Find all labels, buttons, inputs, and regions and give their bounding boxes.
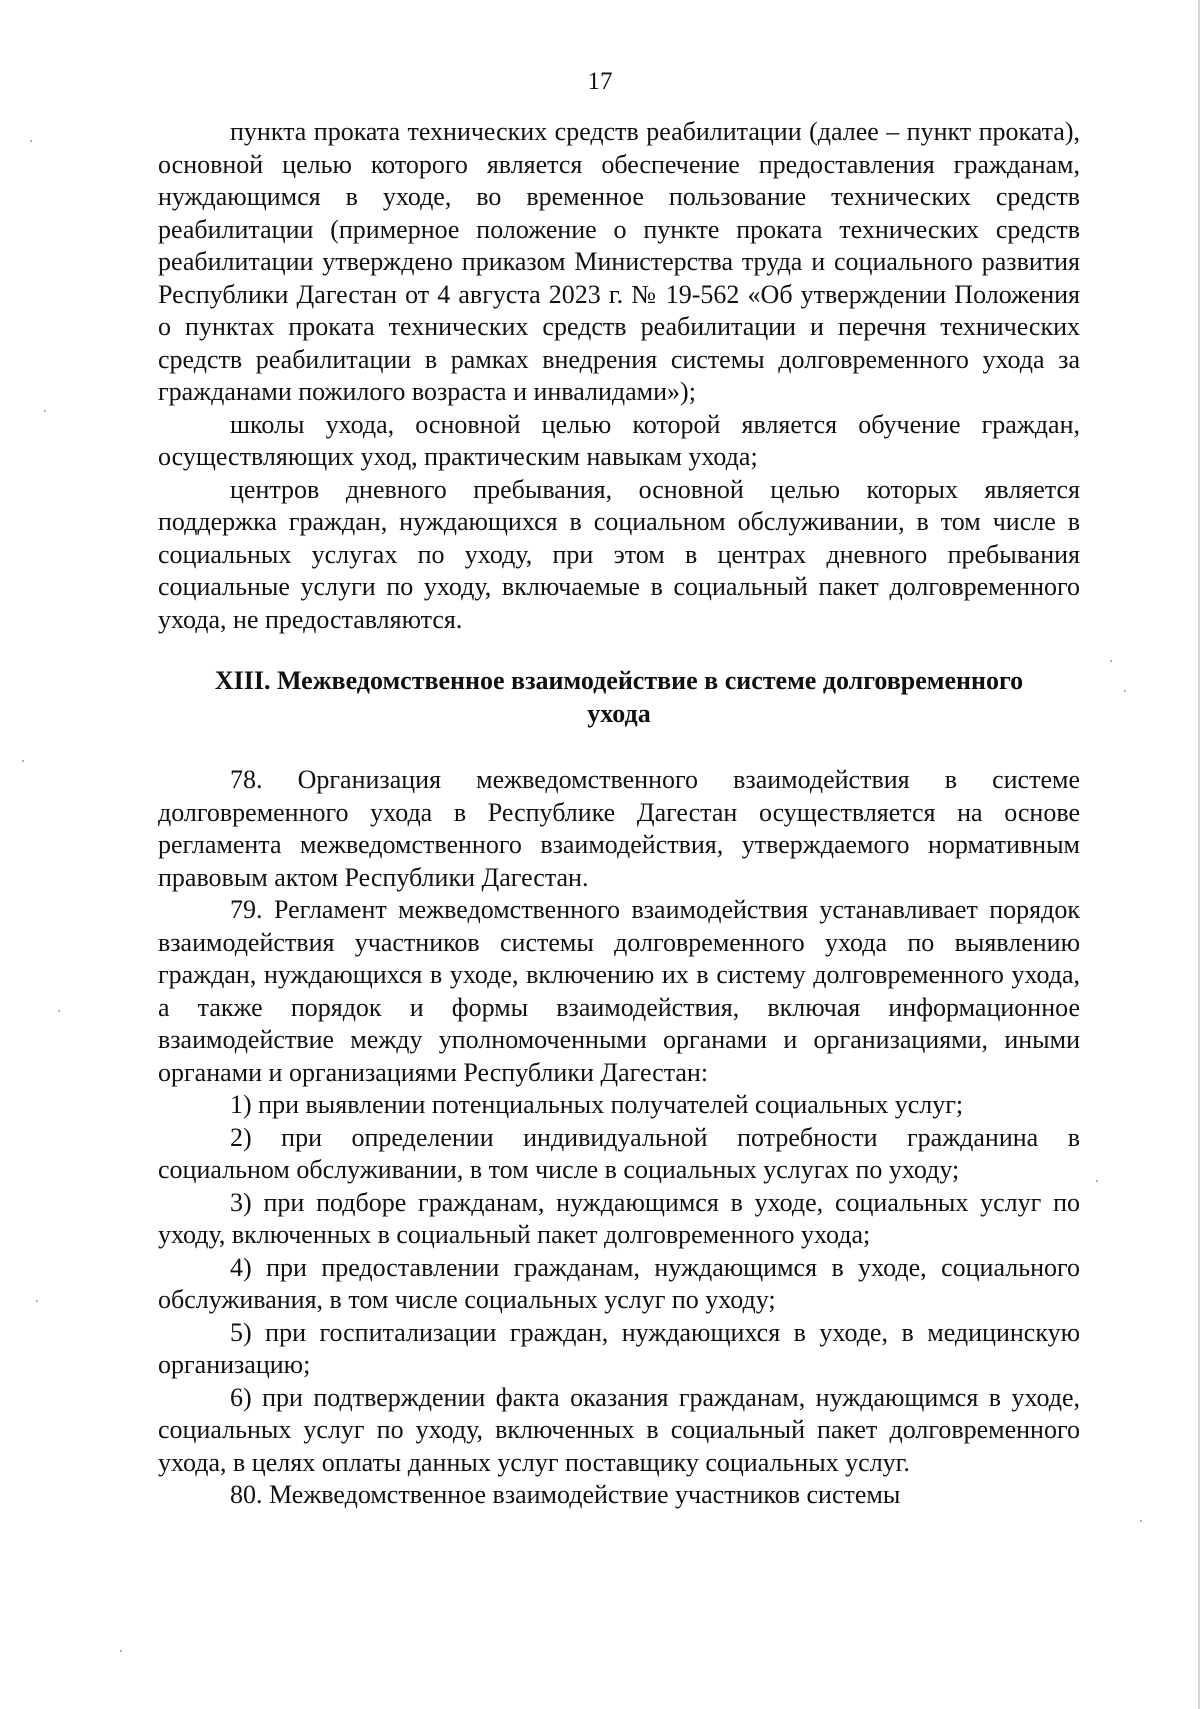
scan-speck bbox=[1140, 1520, 1142, 1522]
list-item-2: 2) при определении индивидуальной потребности гражданина в социальном обслуживании, в том числе в социальных услугах по уходу; bbox=[158, 1122, 1080, 1184]
scan-speck bbox=[1110, 660, 1112, 662]
scan-speck bbox=[120, 1650, 122, 1652]
paragraph-79: 79. Регламент межведомственного взаимодействия устанавливает порядок взаимодействия участников системы долговременного ухода по выявлению граждан, нуждающихся в уходе, включению их в систему долговременного ухода, а также порядок и формы взаимодействия, включая информационное взаимодействие между уполномоченными органами и организациями, иными органами и организациями Республики Дагестан: bbox=[158, 895, 1080, 1087]
paragraph-80: 80. Межведомственное взаимодействие участников системы bbox=[230, 1480, 901, 1509]
scan-speck bbox=[22, 760, 24, 762]
list-item-1: 1) при выявлении потенциальных получателей социальных услуг; bbox=[230, 1090, 964, 1119]
scan-speck bbox=[36, 1300, 38, 1302]
paragraph-78: 78. Организация межведомственного взаимодействия в системе долговременного ухода в Республике Дагестан осуществляется на основе регламента межведомственного взаимодействия, утверждаемого нормативным правовым актом Республики Дагестан. bbox=[158, 765, 1080, 892]
scan-speck bbox=[1096, 1180, 1098, 1182]
list-item-5: 5) при госпитализации граждан, нуждающихся в уходе, в медицинскую организацию; bbox=[158, 1317, 1080, 1379]
section-heading bbox=[158, 665, 1080, 730]
section-heading-line-1: XIII. Межведомственное взаимодействие в системе долговременного bbox=[214, 666, 1024, 695]
paragraph-rental-point: пункта проката технических средств реабилитации (далее – пункт проката), основной целью которого является обеспечение предоставления гражданам, нуждающимся в уходе, во временное пользование технических средств реабилитации (примерное положение о пункте проката технических средств реабилитации утверждено приказом Министерства труда и социального развития Республики Дагестан от 4 августа 2023 г. № 19-562 «Об утверждении Положения о пунктах проката технических средств реабилитации и перечня технических средств реабилитации в рамках внедрения системы долговременного ухода за гражданами пожилого возраста и инвалидами»); bbox=[158, 117, 1080, 406]
section-heading-line-2: ухода bbox=[587, 698, 651, 728]
scan-speck bbox=[30, 140, 32, 142]
document-body bbox=[158, 116, 1080, 1512]
page-number: 17 bbox=[587, 68, 613, 95]
list-item-4: 4) при предоставлении гражданам, нуждающимся в уходе, социального обслуживания, в том числе социальных услуг по уходу; bbox=[158, 1252, 1080, 1314]
scan-speck bbox=[44, 410, 46, 412]
paragraph-care-school: школы ухода, основной целью которой является обучение граждан, осуществляющих уход, практическим навыкам ухода; bbox=[158, 409, 1080, 471]
scan-speck bbox=[58, 1010, 60, 1012]
paragraph-day-centers: центров дневного пребывания, основной целью которых является поддержка граждан, нуждающихся в социальном обслуживании, в том числе в социальных услугах по уходу, при этом в центрах дневного пребывания социальные услуги по уходу, включаемые в социальный пакет долговременного ухода, не предоставляются. bbox=[158, 474, 1080, 634]
list-item-6: 6) при подтверждении факта оказания гражданам, нуждающимся в уходе, социальных услуг по уходу, включенных в социальный пакет долговременного ухода, в целях оплаты данных услуг поставщику социальных услуг. bbox=[158, 1382, 1080, 1477]
list-item-3: 3) при подборе гражданам, нуждающимся в уходе, социальных услуг по уходу, включенных в социальный пакет долговременного ухода; bbox=[158, 1187, 1080, 1249]
scan-speck bbox=[1124, 690, 1126, 692]
